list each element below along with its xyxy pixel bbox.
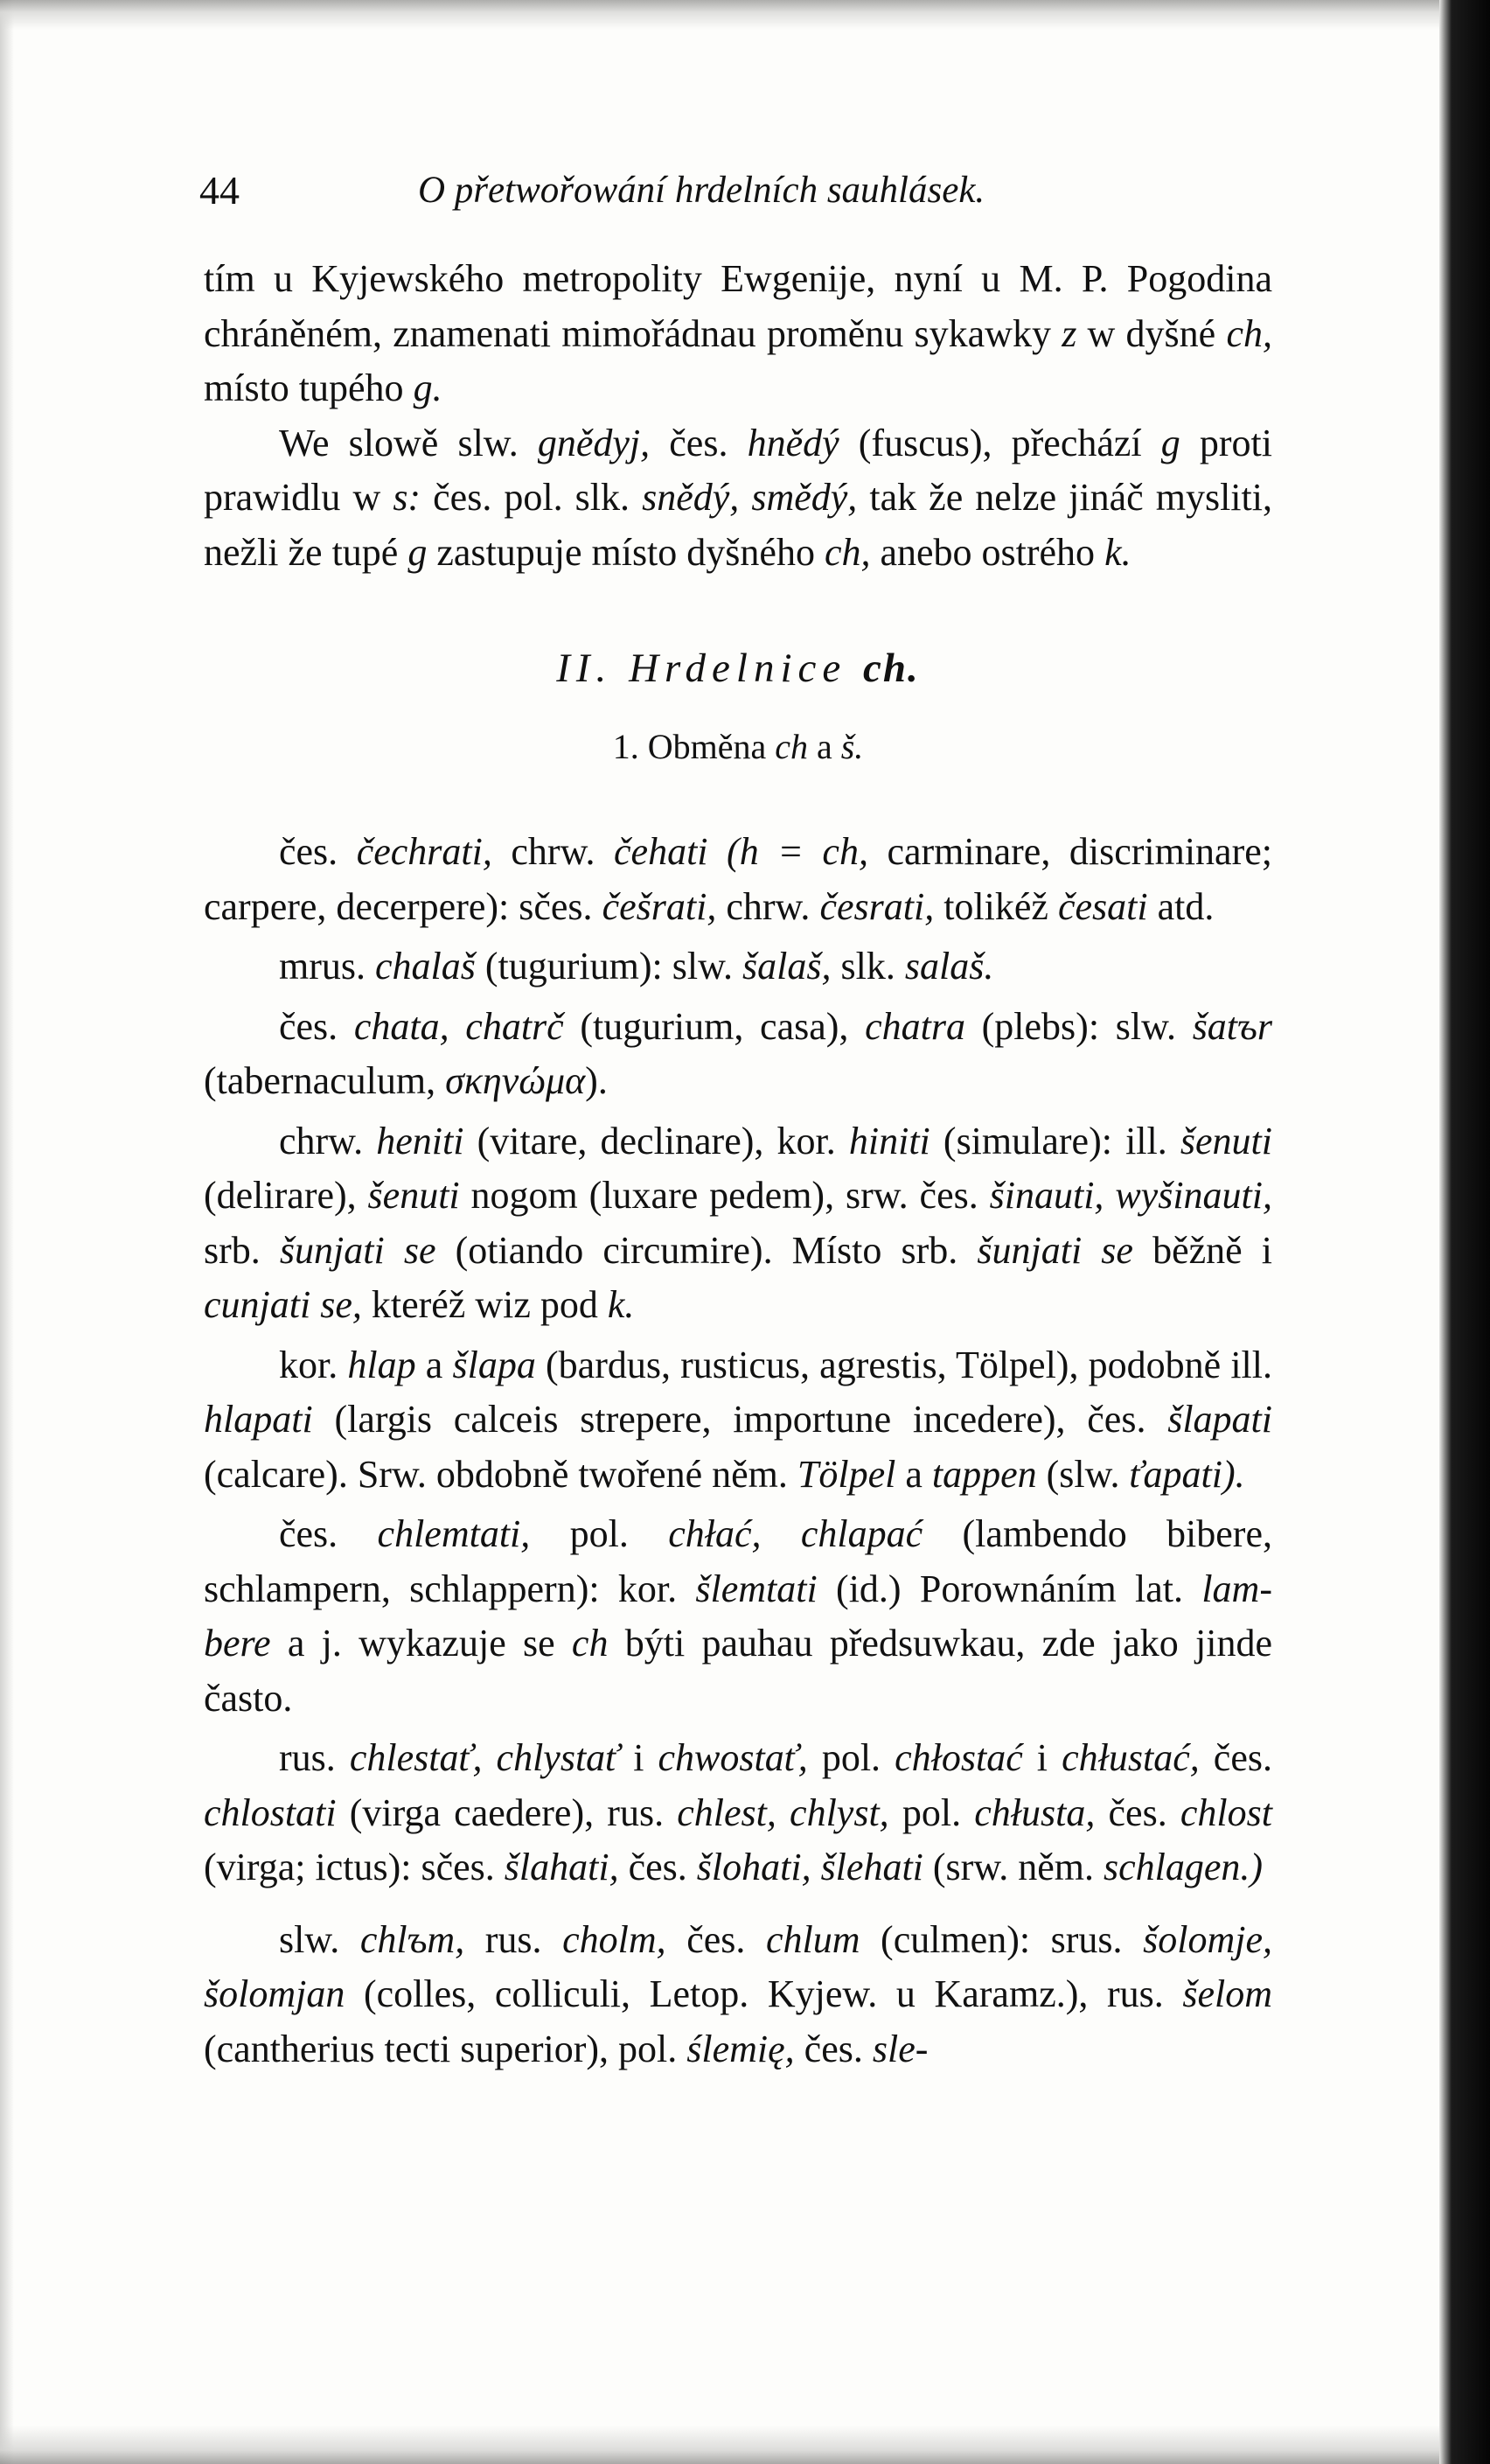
- scan-top-edge: [0, 0, 1443, 30]
- paragraph-5: čes. chata, chatrč (tugurium, casa), chatra (plebs): slw. šatъr (tabernaculum, σκηνώμα).: [204, 1004, 1272, 1102]
- scan-right-edge: [1439, 0, 1490, 2464]
- section-heading: II. Hrdelnice ch.: [556, 646, 920, 691]
- subsection-heading: 1. Obměna ch a š.: [612, 727, 864, 766]
- paragraph-6: chrw. heniti (vitare, declinare), kor. hiniti (simulare): ill. šenuti (delirare), šenuti nogom (luxare pedem), srw. čes. šinauti, wyšinauti, srb. šunjati se (otiando circumire). Místo srb. šunjati se běžně i cunjati se, kteréž wiz pod k.: [204, 1119, 1273, 1326]
- paragraph-2: We slowě slw. gnědyj, čes. hnědý (fuscus), přechází g proti prawidlu w s: čes. pol. slk. snědý, smědý, tak že nelze jináč mysliti, nežli že tupé g zastupuje místo dyšného ch, anebo ostrého k.: [204, 421, 1273, 574]
- paragraph-3: čes. čechrati, chrw. čehati (h = ch, carminare, discriminare; carpere, decerpere): sčes. češrati, chrw. česrati, tolikéž česati atd.: [204, 830, 1272, 928]
- paragraph-9: rus. chlestať, chlystať i chwostať, pol. chłostać i chłustać, čes. chlostati (virga caedere), rus. chlest, chlyst, pol. chłusta, čes. chlost (virga; ictus): sčes. šlahati, čes. šlohati, šlehati (srw. něm. schlagen.): [204, 1736, 1272, 1888]
- paragraph-7: kor. hlap a šlapa (bardus, rusticus, agrestis, Tölpel), podobně ill. hlapati (largis calceis strepere, importune incedere), čes. šlapati (calcare). Srw. obdobně twořené něm. Tölpel a tappen (slw. ťapati).: [204, 1343, 1272, 1496]
- paragraph-10: slw. chlъm, rus. cholm, čes. chlum (culmen): srus. šolomje, šolomjan (colles, colliculi, Letop. Kyjew. u Karamz.), rus. šelom (cantherius tecti superior), pol. ślemię, čes. sle-: [204, 1917, 1272, 2070]
- paragraph-8: čes. chlemtati, pol. chłać, chlapać (lambendo bibere, schlampern, schlappern): kor. šlemtati (id.) Porownáním lat. lam-bere a j. wykazuje se ch býti pauhau předsuwkau, zde jako jinde často.: [204, 1512, 1272, 1720]
- page-header: [199, 164, 1275, 217]
- scan-left-edge: [0, 0, 14, 2464]
- body-text: [204, 252, 1272, 2077]
- running-head: O přetwořowání hrdelních sauhlásek.: [418, 170, 985, 211]
- paragraph-4: mrus. chalaš (tugurium): slw. šalaš, slk. salaš.: [279, 945, 994, 988]
- paragraph-1: tím u Kyjewského metropolity Ewgenije, nyní u M. P. Pogodina chráněném, znamenati mimořádnau proměnu sykawky z w dyšné ch, místo tupého g.: [204, 257, 1272, 409]
- scan-bottom-edge: [0, 2426, 1443, 2464]
- page-number: 44: [199, 168, 240, 213]
